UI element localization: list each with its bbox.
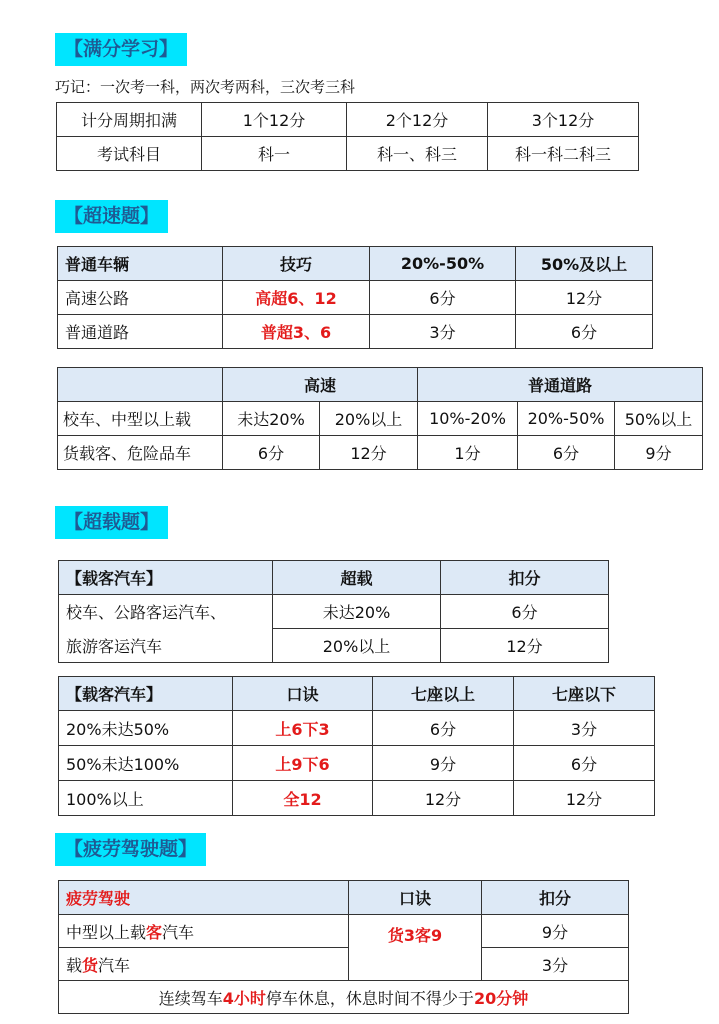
table-header-cell: 高速 xyxy=(223,368,418,402)
table-header-cell: 普通车辆 xyxy=(58,247,223,281)
table-cell: 10%-20% xyxy=(418,402,518,436)
table-header-cell: 扣分 xyxy=(482,881,629,915)
table-row xyxy=(59,746,655,781)
table-cell: 20%以上 xyxy=(320,402,418,436)
table-cell: 100%以上 xyxy=(59,781,233,816)
table-cell: 3分 xyxy=(370,315,516,349)
table-row xyxy=(59,781,655,816)
cell-text: 载 xyxy=(66,955,83,975)
table-row xyxy=(58,281,653,315)
tip-cell: 普超3、6 xyxy=(223,315,370,349)
cell-text: 连续驾车 xyxy=(158,988,223,1008)
table-row xyxy=(59,948,629,981)
table-cell: 6分 xyxy=(370,281,516,315)
overload-seat-table xyxy=(58,676,655,816)
table-cell: 普通道路 xyxy=(58,315,223,349)
section-header-fatigue: 【疲劳驾驶题】 xyxy=(55,833,206,866)
table-cell: 3个12分 xyxy=(488,103,639,137)
table-cell: 6分 xyxy=(518,436,615,470)
table-cell: 9分 xyxy=(615,436,703,470)
table-row xyxy=(57,103,639,137)
table-header-cell: 50%及以上 xyxy=(516,247,653,281)
table-header-cell: 超载 xyxy=(273,561,441,595)
footer-cell xyxy=(59,981,629,1014)
table-cell: 9分 xyxy=(482,915,629,948)
fatigue-driving-table xyxy=(58,880,629,1014)
cell-text: 汽车 xyxy=(162,922,195,942)
table-cell xyxy=(59,948,349,981)
tip-cell: 货3客9 xyxy=(349,915,482,981)
table-cell: 6分 xyxy=(516,315,653,349)
table-cell: 50%以上 xyxy=(615,402,703,436)
table-cell: 2个12分 xyxy=(347,103,488,137)
full-score-table xyxy=(56,102,639,171)
table-row xyxy=(58,402,703,436)
table-cell: 20%-50% xyxy=(518,402,615,436)
table-cell: 12分 xyxy=(516,281,653,315)
table-cell: 旅游客运汽车 xyxy=(59,629,273,663)
table-cell: 6分 xyxy=(514,746,655,781)
table-header-cell: 疲劳驾驶 xyxy=(59,881,349,915)
table-cell: 3分 xyxy=(482,948,629,981)
table-header-cell: 【载客汽车】 xyxy=(59,677,233,711)
table-cell: 计分周期扣满 xyxy=(57,103,202,137)
table-header-cell: 七座以上 xyxy=(373,677,514,711)
table-row xyxy=(59,981,629,1014)
overload-passenger-table xyxy=(58,560,609,663)
table-cell: 考试科目 xyxy=(57,137,202,171)
tip-cell: 高超6、12 xyxy=(223,281,370,315)
table-header-row xyxy=(58,247,653,281)
table-header-cell: 【载客汽车】 xyxy=(59,561,273,595)
highlight-text: 客 xyxy=(146,922,163,942)
table-cell: 未达20% xyxy=(223,402,320,436)
table-cell: 科一 xyxy=(202,137,347,171)
table-header-cell: 口诀 xyxy=(233,677,373,711)
table-cell: 科一科二科三 xyxy=(488,137,639,171)
table-header-cell: 扣分 xyxy=(441,561,609,595)
table-cell: 6分 xyxy=(373,711,514,746)
tip-cell: 上6下3 xyxy=(233,711,373,746)
section-header-overload: 【超载题】 xyxy=(55,506,168,539)
table-cell: 货载客、危险品车 xyxy=(58,436,223,470)
table-cell: 9分 xyxy=(373,746,514,781)
table-row xyxy=(57,137,639,171)
table-cell: 校车、中型以上载 xyxy=(58,402,223,436)
table-header-row xyxy=(59,677,655,711)
table-cell: 12分 xyxy=(441,629,609,663)
table-cell: 1分 xyxy=(418,436,518,470)
table-cell: 6分 xyxy=(223,436,320,470)
cell-text: 中型以上载 xyxy=(66,922,147,942)
table-row xyxy=(59,711,655,746)
table-row xyxy=(58,436,703,470)
table-cell: 50%未达100% xyxy=(59,746,233,781)
table-header-row xyxy=(58,368,703,402)
table-row xyxy=(58,315,653,349)
table-cell: 12分 xyxy=(514,781,655,816)
table-cell: 科一、科三 xyxy=(347,137,488,171)
highlight-text: 货 xyxy=(82,955,99,975)
table-cell: 高速公路 xyxy=(58,281,223,315)
table-header-cell: 七座以下 xyxy=(514,677,655,711)
table-cell: 12分 xyxy=(320,436,418,470)
table-header-cell xyxy=(58,368,223,402)
table-row xyxy=(59,629,609,663)
mnemonic-note: 巧记：一次考一科，两次考两科，三次考三科 xyxy=(55,78,356,96)
table-row xyxy=(59,915,629,948)
table-header-cell: 技巧 xyxy=(223,247,370,281)
table-cell: 未达20% xyxy=(273,595,441,629)
speeding-table xyxy=(57,246,653,349)
tip-cell: 上9下6 xyxy=(233,746,373,781)
cell-text: 汽车 xyxy=(98,955,131,975)
table-header-cell: 普通道路 xyxy=(418,368,703,402)
special-vehicle-speeding-table xyxy=(57,367,703,470)
table-row xyxy=(59,595,609,629)
highlight-text: 4小时 xyxy=(222,988,266,1008)
section-header-full-score: 【满分学习】 xyxy=(55,33,187,66)
table-header-cell: 20%-50% xyxy=(370,247,516,281)
section-header-speeding: 【超速题】 xyxy=(55,200,168,233)
tip-cell: 全12 xyxy=(233,781,373,816)
table-cell: 20%以上 xyxy=(273,629,441,663)
highlight-text: 20分钟 xyxy=(473,988,529,1008)
table-cell: 6分 xyxy=(441,595,609,629)
table-cell xyxy=(59,915,349,948)
table-header-cell: 口诀 xyxy=(349,881,482,915)
table-cell: 1个12分 xyxy=(202,103,347,137)
table-cell: 3分 xyxy=(514,711,655,746)
cell-text: 停车休息，休息时间不得少于 xyxy=(265,988,474,1008)
table-header-row xyxy=(59,561,609,595)
table-cell: 12分 xyxy=(373,781,514,816)
table-cell: 校车、公路客运汽车、 xyxy=(59,595,273,629)
table-cell: 20%未达50% xyxy=(59,711,233,746)
table-header-row xyxy=(59,881,629,915)
